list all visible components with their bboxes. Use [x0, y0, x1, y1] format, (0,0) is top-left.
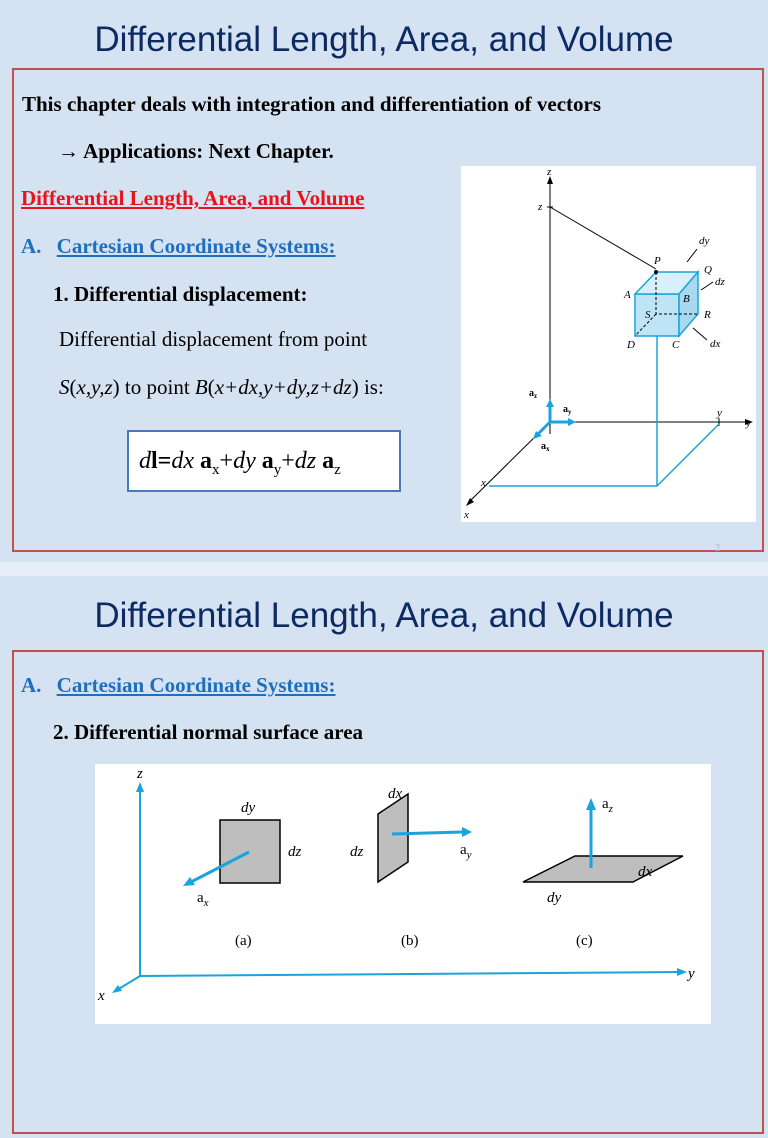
label-az: $a_z$ — [529, 388, 538, 400]
displacement-figure — [461, 166, 756, 522]
label-A: A — [624, 289, 631, 301]
label-a-dy: dy — [241, 800, 256, 816]
label-Q: Q — [704, 264, 712, 276]
label-ax: $a_x$ — [541, 441, 550, 453]
displacement-formula: dl=dx $a_x+dy$ $a_y+dz$ $a_z$ — [139, 448, 341, 478]
y-axis-label: y — [688, 966, 695, 982]
z-projection-line — [550, 207, 656, 269]
point-P — [654, 270, 658, 274]
x-axis-label: x — [464, 509, 469, 521]
body-line-2: S(x,y,z) to point B(x+dx,y+dy,z+dz) is: — [59, 375, 384, 399]
page-number: 2 — [715, 543, 720, 554]
label-dy: dy — [699, 235, 710, 247]
patch-c — [523, 856, 683, 882]
label-dx: dx — [710, 338, 721, 350]
caption-c: (c) — [576, 933, 593, 949]
x-point-label: x — [481, 477, 486, 489]
label-C: C — [672, 339, 680, 351]
label-c-dy: dy — [547, 890, 562, 906]
z-axis-label: z — [547, 166, 552, 178]
label-b-vec: $a_y$ — [460, 842, 472, 861]
label-a-dz: dz — [288, 844, 302, 860]
subsection-letter: A. — [21, 234, 42, 258]
intro-text: This chapter deals with integration and differentiation of vectors — [22, 92, 602, 116]
slide-1 — [0, 0, 768, 562]
formula-box — [127, 430, 401, 492]
label-S: S — [645, 309, 651, 321]
subsection-title: Cartesian Coordinate Systems: — [56, 673, 336, 697]
displacement-diagram — [461, 166, 756, 522]
subsection-heading[interactable] — [21, 233, 335, 259]
y-axis-line — [140, 972, 679, 976]
xy-projection-lines — [489, 424, 719, 486]
body-line-1: Differential displacement from point — [59, 327, 368, 351]
subsection-heading[interactable] — [21, 672, 335, 698]
normal-vector-ay — [392, 832, 463, 834]
subsection-title: Cartesian Coordinate Systems: — [56, 234, 336, 258]
slide-title: Differential Length, Area, and Volume — [94, 20, 674, 59]
item-title: 2. Differential normal surface area — [53, 720, 364, 744]
z-axis-label: z — [137, 766, 143, 782]
x-axis-line — [117, 976, 140, 990]
section-heading[interactable]: Differential Length, Area, and Volume — [21, 186, 365, 210]
caption-a: (a) — [235, 933, 252, 949]
label-c-dx: dx — [638, 864, 653, 880]
label-P: P — [654, 255, 661, 267]
label-D: D — [627, 339, 635, 351]
label-ay: $a_y$ — [563, 404, 572, 416]
patch-a — [220, 820, 280, 883]
surface-area-figure — [95, 764, 711, 1024]
z-point-label: z — [538, 201, 543, 213]
x-axis-label: x — [98, 988, 105, 1004]
label-b-dx: dx — [388, 786, 403, 802]
patch-b — [378, 794, 408, 882]
label-dz: dz — [715, 276, 725, 288]
surface-area-diagram — [95, 764, 711, 1024]
slide-2 — [0, 576, 768, 1138]
label-b-dz: dz — [350, 844, 364, 860]
y-point-label: y — [717, 407, 722, 419]
label-a-vec: $a_x$ — [197, 890, 209, 909]
slide-title: Differential Length, Area, and Volume — [94, 596, 674, 635]
applications-text: → Applications: Next Chapter. — [58, 139, 334, 163]
unit-vector-ax — [537, 422, 550, 435]
label-c-vec: $a_z$ — [602, 796, 613, 815]
y-axis-label: y — [746, 417, 751, 429]
slide-separator — [0, 562, 768, 576]
x-axis-arrowhead — [466, 498, 474, 506]
item-title: 1. Differential displacement: — [53, 282, 308, 306]
label-R: R — [704, 309, 711, 321]
subsection-letter: A. — [21, 673, 42, 697]
label-B: B — [683, 293, 690, 305]
caption-b: (b) — [401, 933, 419, 949]
